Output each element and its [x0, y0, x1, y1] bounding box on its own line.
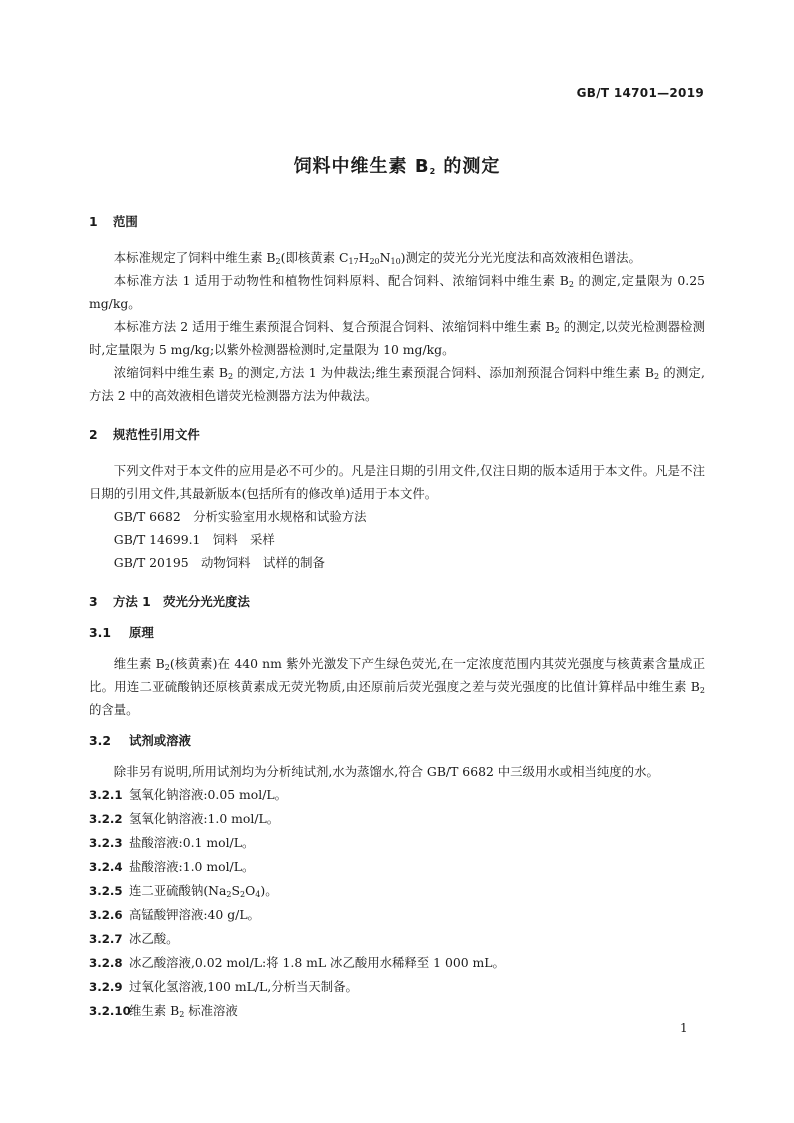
reagent-item: 3.2.8 冰乙酸溶液,0.02 mol/L:将 1.8 mL 冰乙酸用水稀释至 1 000 mL。	[89, 955, 505, 970]
section-1-heading: 1 范围	[89, 214, 138, 229]
section-3-1-heading: 3.1 原理	[89, 625, 154, 640]
page-number: 1	[680, 1021, 688, 1035]
reagent-item: 3.2.6 高锰酸钾溶液:40 g/L。	[89, 907, 260, 922]
document-title: 饲料中维生素 $B_2$ 的测定	[293, 156, 501, 177]
reagent-item: 3.2.9 过氧化氢溶液,100 mL/L,分析当天制备。	[89, 979, 358, 994]
scope-paragraph-2: 本标准方法 1 适用于动物性和植物性饲料原料、配合饲料、浓缩饲料中维生素 $B_2$ 的测定,定量限为 0.25 mg/kg。	[89, 273, 705, 311]
scope-paragraph-1: 本标准规定了饲料中维生素 $B_2$(即核黄素 $C_{17}H_{20}N_{10}$)测定的荧光分光光度法和高效液相色谱法。	[113, 250, 641, 266]
reagent-item: 3.2.7 冰乙酸。	[89, 931, 179, 946]
reference-item: GB/T 20195 动物饲料 试样的制备	[113, 555, 325, 570]
reference-item: GB/T 6682 分析实验室用水规格和试验方法	[113, 509, 367, 524]
references-intro: 下列文件对于本文件的应用是必不可少的。凡是注日期的引用文件,仅注日期的版本适用于本文件。凡是不注日期的引用文件,其最新版本(包括所有的修改单)适用于本文件。	[89, 463, 705, 501]
principle-paragraph: 维生素 $B_2$(核黄素)在 440 nm 紫外光激发下产生绿色荧光,在一定浓度范围内其荧光强度与核黄素含量成正比。用连二亚硫酸钠还原核黄素成无荧光物质,由还原前后荧光强度之差与荧光强度的比值计算样品中维生素 $B_2$ 的含量。	[89, 656, 705, 717]
document-body	[89, 210, 705, 1023]
reagent-item: 3.2.5 连二亚硫酸钠$(Na_2S_2O_4)$。	[89, 883, 278, 899]
section-3-heading: 3 方法 1 荧光分光光度法	[89, 594, 250, 609]
reference-item: GB/T 14699.1 饲料 采样	[113, 532, 275, 547]
standard-code: GB/T 14701—2019	[576, 86, 704, 100]
reagent-item: 3.2.1 氢氧化钠溶液:0.05 mol/L。	[89, 787, 288, 802]
scope-paragraph-4: 浓缩饲料中维生素 $B_2$ 的测定,方法 1 为仲裁法;维生素预混合饲料、添加剂预混合饲料中维生素 $B_2$ 的测定,方法 2 中的高效液相色谱荧光检测器方法为仲裁法。	[89, 365, 705, 403]
reagent-item: 3.2.3 盐酸溶液:0.1 mol/L。	[89, 835, 255, 850]
section-3-2-heading: 3.2 试剂或溶液	[89, 733, 191, 748]
reagent-item: 3.2.10维生素 $B_2$ 标准溶液	[89, 1003, 238, 1019]
reagent-item: 3.2.4 盐酸溶液:1.0 mol/L。	[89, 859, 255, 874]
reagents-intro: 除非另有说明,所用试剂均为分析纯试剂,水为蒸馏水,符合 GB/T 6682 中三级用水或相当纯度的水。	[113, 764, 659, 779]
scope-paragraph-3: 本标准方法 2 适用于维生素预混合饲料、复合预混合饲料、浓缩饲料中维生素 $B_2$ 的测定,以荧光检测器检测时,定量限为 5 mg/kg;以紫外检测器检测时,定量限为 10 mg/kg。	[89, 319, 705, 357]
section-2-heading: 2 规范性引用文件	[89, 427, 200, 442]
reagent-item: 3.2.2 氢氧化钠溶液:1.0 mol/L。	[89, 811, 280, 826]
